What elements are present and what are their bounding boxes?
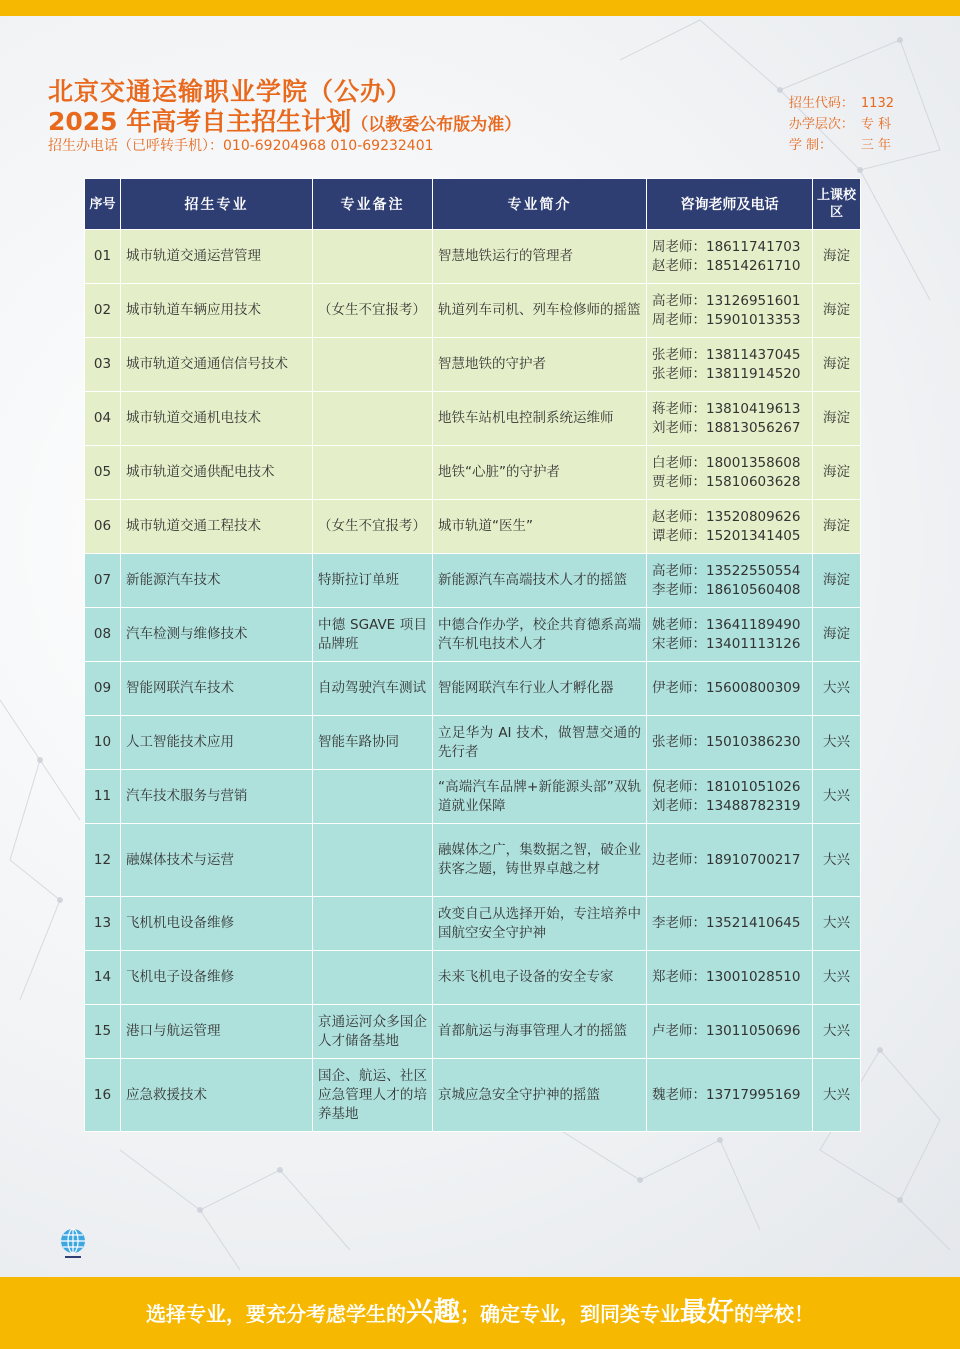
row-contact-1: 李老师：13521410645 — [652, 915, 801, 931]
table-row — [85, 1005, 861, 1059]
row-intro: 未来飞机电子设备的安全专家 — [433, 951, 647, 1005]
row-remark — [313, 446, 433, 500]
header-remark: 专业备注 — [313, 179, 433, 230]
row-contact — [647, 770, 813, 824]
row-campus: 大兴 — [813, 1005, 861, 1059]
school-meta — [789, 93, 894, 156]
row-major: 汽车技术服务与营销 — [121, 770, 313, 824]
row-campus: 海淀 — [813, 500, 861, 554]
row-contact-2: 刘老师：18813056267 — [652, 419, 801, 436]
row-contact — [647, 554, 813, 608]
header-contact: 咨询老师及电话 — [647, 179, 813, 230]
row-contact-2: 刘老师：13488782319 — [652, 797, 801, 814]
meta-duration — [789, 135, 894, 156]
row-remark — [313, 770, 433, 824]
row-contact-1: 魏老师：13717995169 — [652, 1086, 801, 1103]
row-contact-1: 卢老师：13011050696 — [652, 1023, 801, 1039]
row-intro: 改变自己从选择开始，专注培养中国航空安全守护神 — [433, 897, 647, 951]
row-intro: 轨道列车司机、列车检修师的摇篮 — [433, 284, 647, 338]
row-campus: 大兴 — [813, 662, 861, 716]
row-contact-2: 谭老师：15201341405 — [652, 527, 801, 544]
row-remark: 京通运河众多国企人才储备基地 — [313, 1005, 433, 1059]
slogan-emph1: 兴趣 — [406, 1297, 460, 1328]
row-contact-1: 姚老师：13641189490 — [652, 616, 801, 633]
row-campus: 海淀 — [813, 608, 861, 662]
table-row — [85, 608, 861, 662]
row-intro: 中德合作办学，校企共育德系高端汽车机电技术人才 — [433, 608, 647, 662]
table-row — [85, 392, 861, 446]
row-campus: 海淀 — [813, 230, 861, 284]
row-remark: 中德 SGAVE 项目品牌班 — [313, 608, 433, 662]
row-contact — [647, 824, 813, 897]
row-major: 港口与航运管理 — [121, 1005, 313, 1059]
meta-duration-value: 三 年 — [860, 138, 892, 153]
row-contact — [647, 284, 813, 338]
row-contact-2: 张老师：13811914520 — [652, 365, 801, 382]
row-num: 12 — [85, 824, 121, 897]
row-num: 09 — [85, 662, 121, 716]
row-major: 城市轨道交通供配电技术 — [121, 446, 313, 500]
row-num: 05 — [85, 446, 121, 500]
row-remark: 自动驾驶汽车测试 — [313, 662, 433, 716]
row-major: 汽车检测与维修技术 — [121, 608, 313, 662]
row-major: 飞机机电设备维修 — [121, 897, 313, 951]
meta-level — [789, 114, 894, 135]
row-intro: 智慧地铁运行的管理者 — [433, 230, 647, 284]
table-row — [85, 897, 861, 951]
table-row — [85, 554, 861, 608]
enrollment-table — [84, 178, 861, 1132]
table-row — [85, 951, 861, 1005]
row-contact-2: 宋老师：13401113126 — [652, 635, 801, 652]
row-num: 13 — [85, 897, 121, 951]
row-remark: 国企、航运、社区应急管理人才的培养基地 — [313, 1059, 433, 1132]
slogan-part2: ；确定专业，到同类专业 — [460, 1302, 680, 1326]
row-contact — [647, 716, 813, 770]
meta-level-value: 专 科 — [860, 117, 892, 132]
row-intro: 首都航运与海事管理人才的摇篮 — [433, 1005, 647, 1059]
table-body — [85, 230, 861, 1132]
row-contact-1: 边老师：18910700217 — [652, 851, 801, 868]
row-contact-1: 蒋老师：13810419613 — [652, 400, 801, 417]
row-contact — [647, 500, 813, 554]
footer-slogan — [0, 1290, 960, 1329]
row-intro: 地铁“心脏”的守护者 — [433, 446, 647, 500]
header-intro: 专业简介 — [433, 179, 647, 230]
table-row — [85, 662, 861, 716]
row-num: 02 — [85, 284, 121, 338]
row-contact-2: 周老师：15901013353 — [652, 311, 801, 328]
row-num: 15 — [85, 1005, 121, 1059]
row-num: 11 — [85, 770, 121, 824]
row-intro: 智能网联汽车行业人才孵化器 — [433, 662, 647, 716]
row-contact — [647, 897, 813, 951]
row-contact-1: 倪老师：18101051026 — [652, 778, 801, 795]
row-major: 人工智能技术应用 — [121, 716, 313, 770]
row-contact — [647, 662, 813, 716]
row-major: 融媒体技术与运营 — [121, 824, 313, 897]
row-contact-1: 高老师：13126951601 — [652, 292, 801, 309]
row-contact-1: 张老师：13811437045 — [652, 346, 801, 363]
row-num: 01 — [85, 230, 121, 284]
row-contact — [647, 392, 813, 446]
slogan-part1: 选择专业，要充分考虑学生的 — [146, 1302, 406, 1326]
slogan-emph2: 最好 — [680, 1297, 734, 1328]
row-intro: 融媒体之广，集数据之智，破企业获客之题，铸世界卓越之材 — [433, 824, 647, 897]
row-num: 14 — [85, 951, 121, 1005]
row-num: 04 — [85, 392, 121, 446]
row-remark — [313, 951, 433, 1005]
subtitle-note: （以教委公布版为准） — [351, 115, 522, 135]
row-campus: 大兴 — [813, 716, 861, 770]
table-header-row — [85, 179, 861, 230]
globe-icon — [56, 1226, 90, 1260]
row-remark: 特斯拉订单班 — [313, 554, 433, 608]
row-contact-2: 李老师：18610560408 — [652, 581, 801, 598]
row-campus: 海淀 — [813, 338, 861, 392]
row-num: 03 — [85, 338, 121, 392]
row-major: 城市轨道交通机电技术 — [121, 392, 313, 446]
meta-code — [789, 93, 894, 114]
table-row — [85, 338, 861, 392]
table-row — [85, 230, 861, 284]
table-row — [85, 824, 861, 897]
row-contact — [647, 951, 813, 1005]
row-major: 城市轨道交通通信信号技术 — [121, 338, 313, 392]
row-contact-1: 郑老师：13001028510 — [652, 969, 801, 985]
header-num: 序号 — [85, 179, 121, 230]
row-remark — [313, 824, 433, 897]
row-remark — [313, 897, 433, 951]
row-intro: “高端汽车品牌+新能源头部”双轨道就业保障 — [433, 770, 647, 824]
meta-code-value: 1132 — [860, 96, 894, 111]
subtitle-text: 2025 年高考自主招生计划 — [48, 107, 352, 136]
row-major: 新能源汽车技术 — [121, 554, 313, 608]
table-row — [85, 500, 861, 554]
table-row — [85, 716, 861, 770]
row-contact-1: 张老师：15010386230 — [652, 734, 801, 750]
row-campus: 大兴 — [813, 951, 861, 1005]
row-intro: 立足华为 AI 技术，做智慧交通的先行者 — [433, 716, 647, 770]
row-major: 城市轨道交通运营管理 — [121, 230, 313, 284]
row-campus: 大兴 — [813, 770, 861, 824]
header-major: 招生专业 — [121, 179, 313, 230]
row-num: 08 — [85, 608, 121, 662]
row-major: 城市轨道交通工程技术 — [121, 500, 313, 554]
row-campus: 大兴 — [813, 1059, 861, 1132]
row-major: 智能网联汽车技术 — [121, 662, 313, 716]
row-contact-1: 伊老师：15600800309 — [652, 680, 801, 696]
row-intro: 智慧地铁的守护者 — [433, 338, 647, 392]
table-row — [85, 770, 861, 824]
row-contact-2: 赵老师：18514261710 — [652, 257, 801, 274]
row-contact-1: 高老师：13522550554 — [652, 562, 801, 579]
page-subtitle — [48, 102, 521, 138]
row-contact — [647, 1005, 813, 1059]
meta-duration-label: 学 制： — [788, 138, 833, 153]
row-contact — [647, 338, 813, 392]
row-remark — [313, 392, 433, 446]
row-campus: 海淀 — [813, 554, 861, 608]
row-num: 07 — [85, 554, 121, 608]
table-row — [85, 446, 861, 500]
row-major: 飞机电子设备维修 — [121, 951, 313, 1005]
row-intro: 地铁车站机电控制系统运维师 — [433, 392, 647, 446]
row-contact — [647, 446, 813, 500]
row-campus: 海淀 — [813, 284, 861, 338]
header-campus: 上课校区 — [813, 179, 861, 230]
row-intro: 新能源汽车高端技术人才的摇篮 — [433, 554, 647, 608]
row-num: 06 — [85, 500, 121, 554]
row-contact-2: 贾老师：15810603628 — [652, 473, 801, 490]
row-campus: 大兴 — [813, 897, 861, 951]
meta-level-label: 办学层次： — [788, 117, 854, 132]
row-remark: （女生不宜报考） — [313, 500, 433, 554]
row-major: 城市轨道车辆应用技术 — [121, 284, 313, 338]
meta-code-label: 招生代码： — [788, 96, 854, 111]
row-contact-1: 周老师：18611741703 — [652, 238, 801, 255]
row-campus: 海淀 — [813, 446, 861, 500]
row-contact-1: 白老师：18001358608 — [652, 454, 801, 471]
admission-phone: 招生办电话（已呼转手机）：010-69204968 010-69232401 — [48, 138, 434, 154]
row-remark — [313, 230, 433, 284]
row-contact-1: 赵老师：13520809626 — [652, 508, 801, 525]
row-contact — [647, 1059, 813, 1132]
page-title: 北京交通运输职业学院（公办） — [48, 77, 413, 106]
row-num: 10 — [85, 716, 121, 770]
row-num: 16 — [85, 1059, 121, 1132]
row-major: 应急救援技术 — [121, 1059, 313, 1132]
row-campus: 海淀 — [813, 392, 861, 446]
table-row — [85, 284, 861, 338]
slogan-part3: 的学校！ — [734, 1302, 814, 1326]
row-remark: （女生不宜报考） — [313, 284, 433, 338]
row-intro: 京城应急安全守护神的摇篮 — [433, 1059, 647, 1132]
row-campus: 大兴 — [813, 824, 861, 897]
row-contact — [647, 608, 813, 662]
row-contact — [647, 230, 813, 284]
row-remark — [313, 338, 433, 392]
table-row — [85, 1059, 861, 1132]
row-intro: 城市轨道“医生” — [433, 500, 647, 554]
row-remark: 智能车路协同 — [313, 716, 433, 770]
